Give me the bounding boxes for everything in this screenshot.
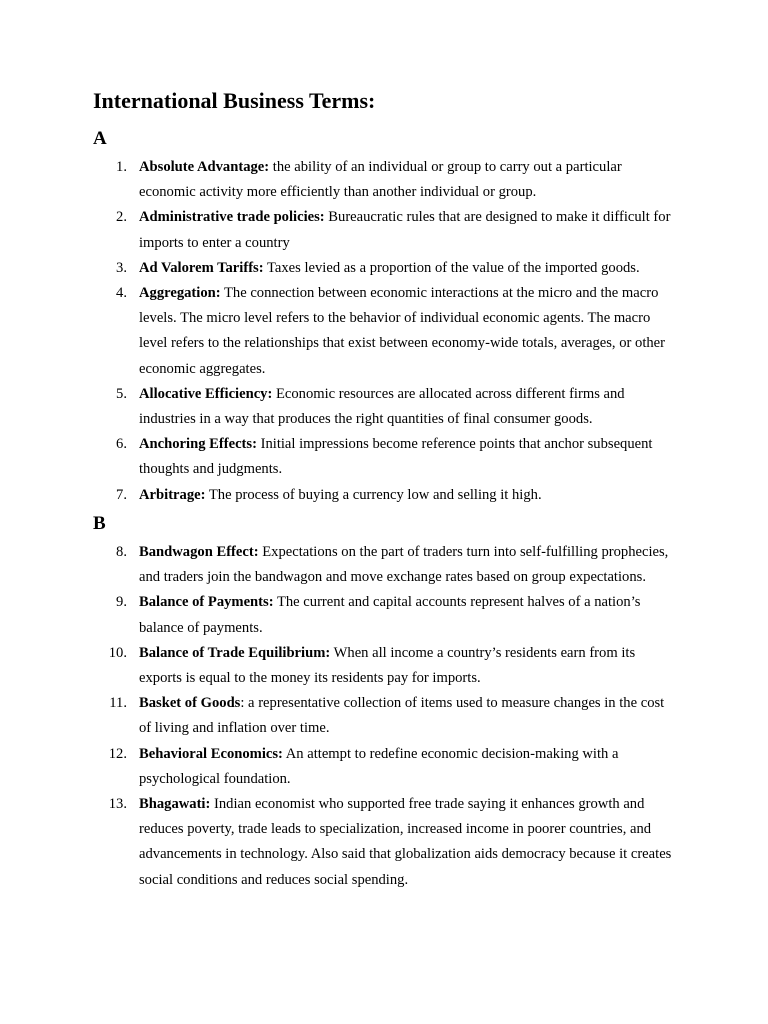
term-number: 10. [108,644,127,661]
term-definition: When all income a country’s residents earn from its exports is equal to the money its residents pay for imports. [139,644,636,687]
term-item [116,590,679,640]
term-name: Anchoring Effects: [139,436,257,453]
term-number: 4. [116,285,127,302]
term-name: Aggregation: [139,285,221,302]
term-name: Balance of Trade Equilibrium: [139,644,331,661]
term-definition: The connection between economic interactions at the micro and the macro levels. The micro level refers to the behavior of individual economic agents. The macro level refers to the relationships that exist between economy-wide totals, averages, or other economic aggregates. [139,285,666,377]
term-list-a [0,155,768,508]
term-number: 11. [109,695,127,712]
term-name: Basket of Goods [139,695,241,712]
term-number: 6. [116,436,127,453]
term-item [108,792,679,893]
term-item [116,432,679,482]
term-name: Administrative trade policies: [139,209,325,226]
document-title: International Business Terms: [93,88,376,113]
term-definition: Initial impressions become reference points that anchor subsequent thoughts and judgments. [139,436,653,478]
term-item [108,641,679,691]
term-definition: Expectations on the part of traders turn into self-fulfilling prophecies, and traders join the bandwagon and move exchange rates based on group expectations. [139,544,669,586]
term-number: 7. [116,486,127,503]
term-definition: An attempt to redefine economic decision-making with a psychological foundation. [139,745,619,787]
term-definition: The process of buying a currency low and selling it high. [205,486,542,503]
term-name: Absolute Advantage: [139,159,270,175]
term-list-b [0,540,768,893]
term-definition: Taxes levied as a proportion of the value of the imported goods. [263,259,640,276]
term-definition: Economic resources are allocated across different firms and industries in a way that produces the right quantities of final consumer goods. [139,385,625,428]
term-item [116,256,679,281]
section-heading-a: A [93,128,107,149]
term-item [116,382,679,432]
term-number: 3. [116,259,127,276]
term-item [116,540,679,590]
section-heading-b: B [93,513,106,534]
term-definition: Bureaucratic rules that are designed to make it difficult for imports to enter a country [139,209,671,251]
term-item [116,483,679,508]
term-item [108,742,679,792]
term-definition: Indian economist who supported free trade saying it enhances growth and reduces poverty, trade leads to specialization, increased income in poorer countries, and advancements in technology. Also said that globalization aids democracy because it creates social conditions and reduces social spending. [139,796,672,888]
term-definition: the ability of an individual or group to carry out a particular economic activity more efficiently than another individual or group. [139,159,622,201]
term-item [116,205,679,255]
term-number: 2. [116,209,127,226]
term-item [116,281,679,382]
term-number: 9. [116,594,127,611]
term-definition: : a representative collection of items used to measure changes in the cost of living and inflation over time. [139,695,665,737]
term-name: Balance of Payments: [139,594,274,611]
term-name: Ad Valorem Tariffs: [139,259,264,276]
term-name: Bhagawati: [139,796,211,813]
term-item [116,155,679,205]
term-number: 12. [108,745,127,762]
term-number: 13. [108,796,127,813]
term-item [109,691,679,741]
term-name: Behavioral Economics: [139,745,283,762]
term-name: Allocative Efficiency: [139,385,273,402]
term-definition: The current and capital accounts represent halves of a nation’s balance of payments. [139,594,641,636]
term-number: 1. [116,159,127,175]
term-name: Bandwagon Effect: [139,544,259,560]
term-number: 5. [116,385,127,402]
term-name: Arbitrage: [139,486,206,503]
term-number: 8. [116,544,127,560]
